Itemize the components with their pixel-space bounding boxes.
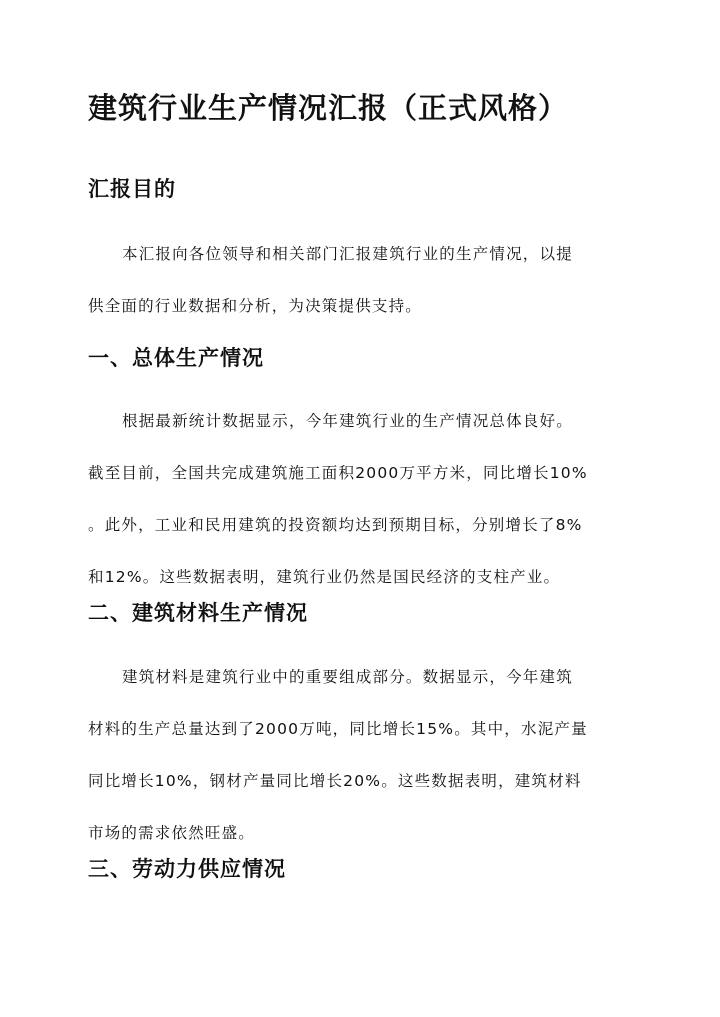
paragraph-line: 。此外，工业和民用建筑的投资额均达到预期目标，分别增长了8% xyxy=(88,516,583,534)
section-heading-overall-production: 一、总体生产情况 xyxy=(88,346,264,370)
paragraph-line: 和12%。这些数据表明，建筑行业仍然是国民经济的支柱产业。 xyxy=(88,568,561,586)
paragraph-line: 材料的生产总量达到了2000万吨，同比增长15%。其中，水泥产量 xyxy=(88,720,588,738)
paragraph-line: 建筑材料是建筑行业中的重要组成部分。数据显示，今年建筑 xyxy=(122,668,573,686)
section-heading-purpose: 汇报目的 xyxy=(88,177,176,201)
paragraph-line: 供全面的行业数据和分析，为决策提供支持。 xyxy=(88,297,423,315)
section-heading-materials-production: 二、建筑材料生产情况 xyxy=(88,601,308,625)
paragraph-line: 根据最新统计数据显示，今年建筑行业的生产情况总体良好。 xyxy=(122,412,573,430)
section-heading-labor-supply: 三、劳动力供应情况 xyxy=(88,857,286,881)
document-title: 建筑行业生产情况汇报（正式风格） xyxy=(88,91,569,125)
paragraph-overall-production xyxy=(88,408,633,590)
paragraph-purpose xyxy=(88,241,633,319)
paragraph-line: 本汇报向各位领导和相关部门汇报建筑行业的生产情况，以提 xyxy=(122,245,573,263)
paragraph-materials-production xyxy=(88,664,633,846)
paragraph-line: 同比增长10%，钢材产量同比增长20%。这些数据表明，建筑材料 xyxy=(88,772,582,790)
paragraph-line: 截至目前，全国共完成建筑施工面积2000万平方米，同比增长10% xyxy=(88,464,588,482)
paragraph-line: 市场的需求依然旺盛。 xyxy=(88,824,256,842)
